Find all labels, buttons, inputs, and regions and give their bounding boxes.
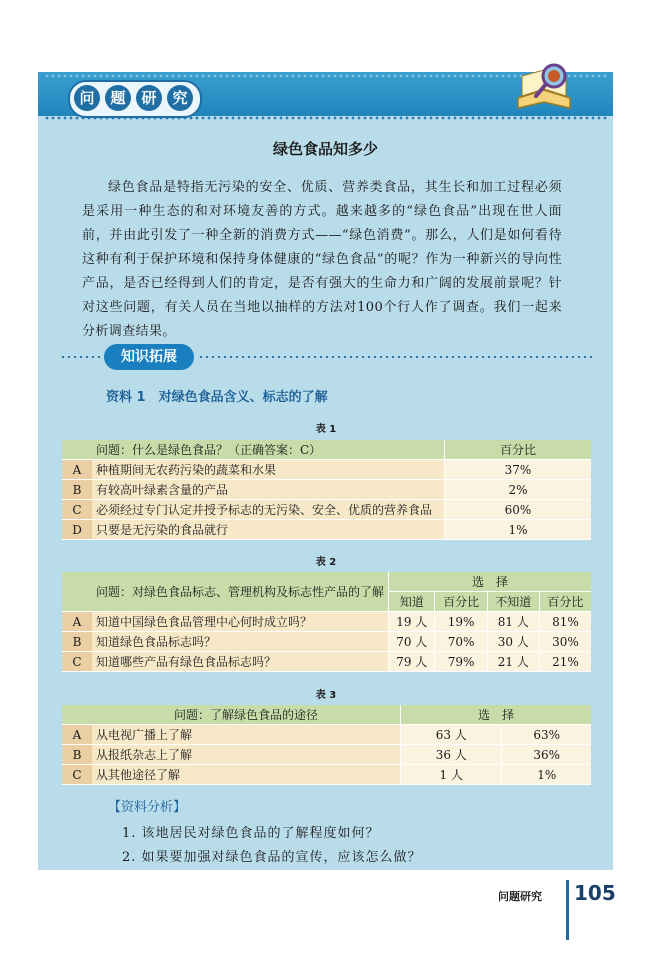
table1 (62, 440, 591, 540)
section-tag: 知识拓展 (104, 344, 194, 370)
analysis-question-1: 1. 该地居民对绿色食品的了解程度如何？ (122, 826, 380, 841)
table3-header (62, 705, 591, 725)
table-row: C 必须经过专门认定并授予标志的无污染、安全、优质的营养食品 60% (62, 500, 591, 520)
article-title: 绿色食品知多少 (272, 140, 378, 158)
material-title: 资料 1 对绿色食品含义、标志的了解 (106, 390, 328, 405)
banner-char-2: 题 (105, 85, 131, 111)
table1-header-percent: 百分比 (445, 440, 592, 460)
table3-header-choice: 选 择 (401, 705, 592, 725)
table-row: C 知道哪些产品有绿色食品标志吗？ 79 人 79% 21 人 21% (62, 652, 591, 672)
table3-caption: 表 3 (315, 690, 337, 701)
analysis-question-2: 2. 如果要加强对绿色食品的宣传，应该怎么做？ (122, 850, 422, 865)
divider-left (60, 356, 100, 358)
table2-header-question: 问题：对绿色食品标志、管理机构及标志性产品的了解 (92, 572, 389, 612)
table-row: B 从报纸杂志上了解 36 人 36% (62, 745, 591, 765)
banner-char-4: 究 (167, 85, 193, 111)
book-magnifier-icon (514, 56, 574, 116)
table2-caption: 表 2 (315, 557, 337, 568)
page-number: 105 (574, 881, 616, 905)
table1-caption: 表 1 (315, 424, 337, 435)
table-row: C 从其他途径了解 1 人 1% (62, 765, 591, 785)
table-row: B 知道绿色食品标志吗？ 70 人 70% 30 人 30% (62, 632, 591, 652)
banner-char-1: 问 (74, 85, 100, 111)
table2-header (62, 572, 591, 592)
table-row: B 有较高叶绿素含量的产品 2% (62, 480, 591, 500)
footer-divider (566, 880, 569, 940)
table-row: A 种植期间无农药污染的蔬菜和水果 37% (62, 460, 591, 480)
table2-header-choice: 选 择 (389, 572, 592, 592)
divider-right (198, 356, 593, 358)
banner-char-3: 研 (136, 85, 162, 111)
table-row: A 从电视广播上了解 63 人 63% (62, 725, 591, 745)
intro-paragraph: 绿色食品是特指无污染的安全、优质、营养类食品，其生长和加工过程必须是采用一种生态的和对环境友善的方式。越来越多的“绿色食品”出现在世人面前，并由此引发了一种全新的消费方式——“绿色消费”。那么，人们是如何看待这种有利于保护环境和保持身体健康的“绿色食品”的呢？作为一种新兴的导向性产品，是否已经得到人们的肯定，是否有强大的生命力和广阔的发展前景呢？针对这些问题，有关人员在当地以抽样的方法对100个行人作了调查。我们一起来分析调查结果。 (82, 180, 562, 339)
footer-section-label: 问题研究 (498, 890, 542, 903)
analysis-heading: 【资料分析】 (108, 800, 187, 815)
table1-header-question: 问题：什么是绿色食品？（正确答案：C） (92, 440, 445, 460)
table1-header (62, 440, 591, 460)
table3 (62, 705, 591, 785)
table2-subheader: 知道 百分比 不知道 百分比 (62, 592, 591, 612)
table-row: D 只要是无污染的食品就行 1% (62, 520, 591, 540)
table-row: A 知道中国绿色食品管理中心何时成立吗？ 19 人 19% 81 人 81% (62, 612, 591, 632)
table2 (62, 572, 591, 672)
table3-header-question: 问题：了解绿色食品的途径 (92, 705, 401, 725)
